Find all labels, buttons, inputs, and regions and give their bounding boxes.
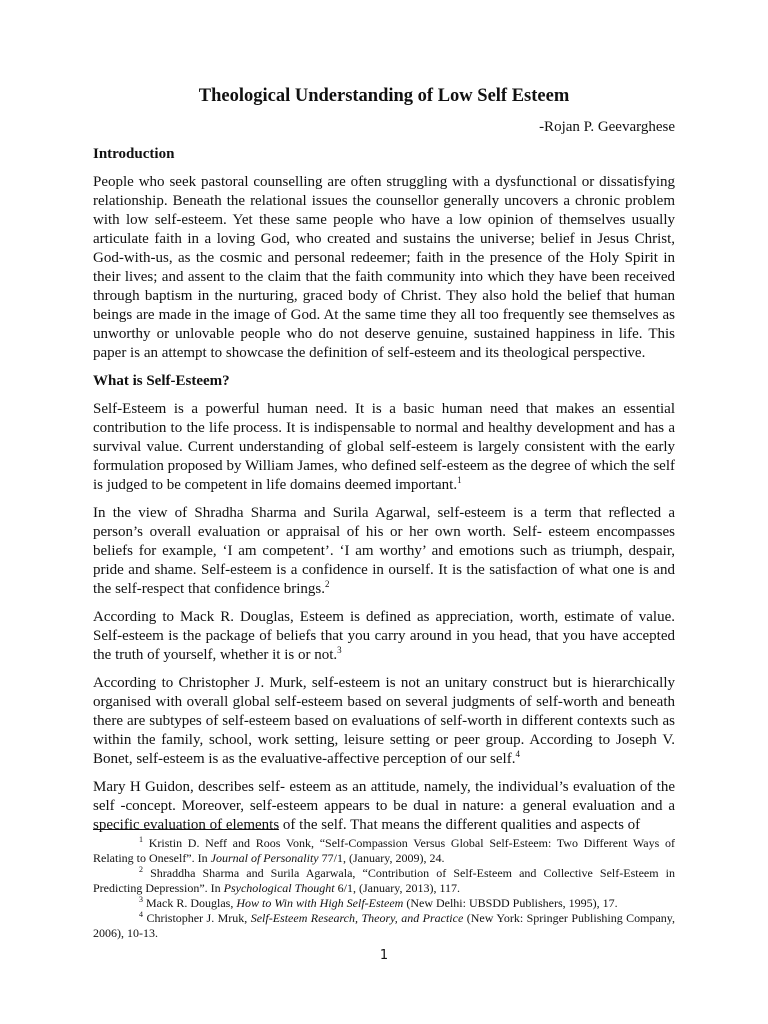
footnote-text: Mack R. Douglas, [146, 896, 237, 910]
footnote-italic: How to Win with High Self-Esteem [236, 896, 404, 910]
footnote-4 [93, 911, 675, 941]
footnote-text: Shraddha Sharma and Surila Agarwala, “Contribution of Self-Esteem and Collective Self-Esteem in Predicting Depression”. In [93, 866, 675, 895]
footnote-italic: Psychological Thought [223, 881, 335, 895]
footnote-mark: 2 [139, 865, 143, 874]
paragraph-guidon: Mary H Guidon, describes self- esteem as an attitude, namely, the individual’s evaluation of the self -concept. Moreover, self-esteem appears to be dual in nature: a general evaluation and a specific evaluation of elements of the self. That means the different qualities and aspects of [93, 779, 675, 833]
footnotes [93, 836, 675, 941]
footnote-text: Christopher J. Mruk, [146, 911, 251, 925]
footnote-mark: 3 [139, 895, 143, 904]
paragraph-text: Self-Esteem is a powerful human need. It is a basic human need that makes an essential contribution to the life process. It is indispensable to normal and healthy development and has a survival value. Current understanding of global self-esteem is largely consistent with the early formulation proposed by William James, who defined self-esteem as the degree of which the self is judged to be competent in life domains deemed important. [93, 401, 675, 493]
introduction-heading: Introduction [93, 146, 175, 162]
footnote-reference: 1 [457, 475, 462, 485]
footnote-2 [93, 866, 675, 896]
footnote-1 [93, 836, 675, 866]
footnote-reference: 3 [337, 645, 342, 655]
introduction-paragraph: People who seek pastoral counselling are often struggling with a dysfunctional or dissatisfying relationship. Beneath the relational issues the counsellor generally uncovers a chronic problem with low self-esteem. Yet these same people who have a low opinion of themselves usually articulate faith in a loving God, who created and sustains the universe; belief in Jesus Christ, God-with-us, as the cosmic and personal redeemer; faith in the presence of the Holy Spirit in their lives; and assent to the claim that the faith community into which they have been received through baptism in the nurturing, graced body of Christ. They also hold the belief that human beings are made in the image of God. At the same time they all too frequently see themselves as unworthy or unlovable people who do not deserve genuine, sustained happiness in life. This paper is an attempt to showcase the definition of self-esteem and its theological perspective. [93, 174, 675, 361]
paragraph-definition [93, 400, 675, 495]
paragraph-text: According to Christopher J. Murk, self-esteem is not an unitary construct but is hierarchically organised with overall global self-esteem based on several judgments of self-worth and beneath there are subtypes of self-esteem based on evaluations of self-worth in different contexts such as within the family, school, work setting, leisure setting or peer group. According to Joseph V. Bonet, self-esteem is as the evaluative-affective perception of our self. [93, 675, 675, 767]
paragraph-murk [93, 674, 675, 769]
paragraph-douglas [93, 608, 675, 665]
footnote-divider [93, 829, 279, 830]
footnote-mark: 4 [139, 910, 143, 919]
footnote-mark: 1 [139, 835, 143, 844]
footnote-text: (New Delhi: UBSDD Publishers, 1995), 17. [403, 896, 618, 910]
author-line: -Rojan P. Geevarghese [539, 119, 675, 135]
footnote-3 [93, 896, 675, 911]
paragraph-text: In the view of Shradha Sharma and Surila Agarwal, self-esteem is a term that reflected a person’s overall evaluation or appraisal of his or her own worth. Self- esteem encompasses beliefs for example, ‘I am competent’. ‘I am worthy’ and emotions such as triumph, despair, pride and shame. Self-esteem is a confidence in ourself. It is the satisfaction of what one is and the self-respect that confidence brings. [93, 505, 675, 597]
what-is-self-esteem-heading: What is Self-Esteem? [93, 373, 230, 389]
footnote-reference: 4 [515, 749, 520, 759]
footnote-text: (New York: Springer Publishing Company, 2006), 10-13. [93, 911, 676, 940]
body-content [93, 145, 675, 844]
paragraph-sharma [93, 504, 675, 599]
footnote-italic: Journal of Personality [210, 851, 319, 865]
footnote-text: 77/1, (January, 2009), 24. [318, 851, 445, 865]
page-number: 1 [379, 948, 389, 963]
paragraph-text: According to Mack R. Douglas, Esteem is defined as appreciation, worth, estimate of value. Self-esteem is the package of beliefs that you carry around in you head, that you have accepted the truth of yourself, whether it is or not. [93, 609, 675, 663]
document-title: Theological Understanding of Low Self Esteem [198, 86, 570, 106]
footnote-italic: Self-Esteem Research, Theory, and Practice [250, 911, 464, 925]
footnote-text: Kristin D. Neff and Roos Vonk, “Self-Compassion Versus Global Self-Esteem: Two Different Ways of Relating to Oneself”. In [93, 836, 676, 865]
footnote-reference: 2 [325, 579, 330, 589]
footnote-text: 6/1, (January, 2013), 117. [334, 881, 461, 895]
